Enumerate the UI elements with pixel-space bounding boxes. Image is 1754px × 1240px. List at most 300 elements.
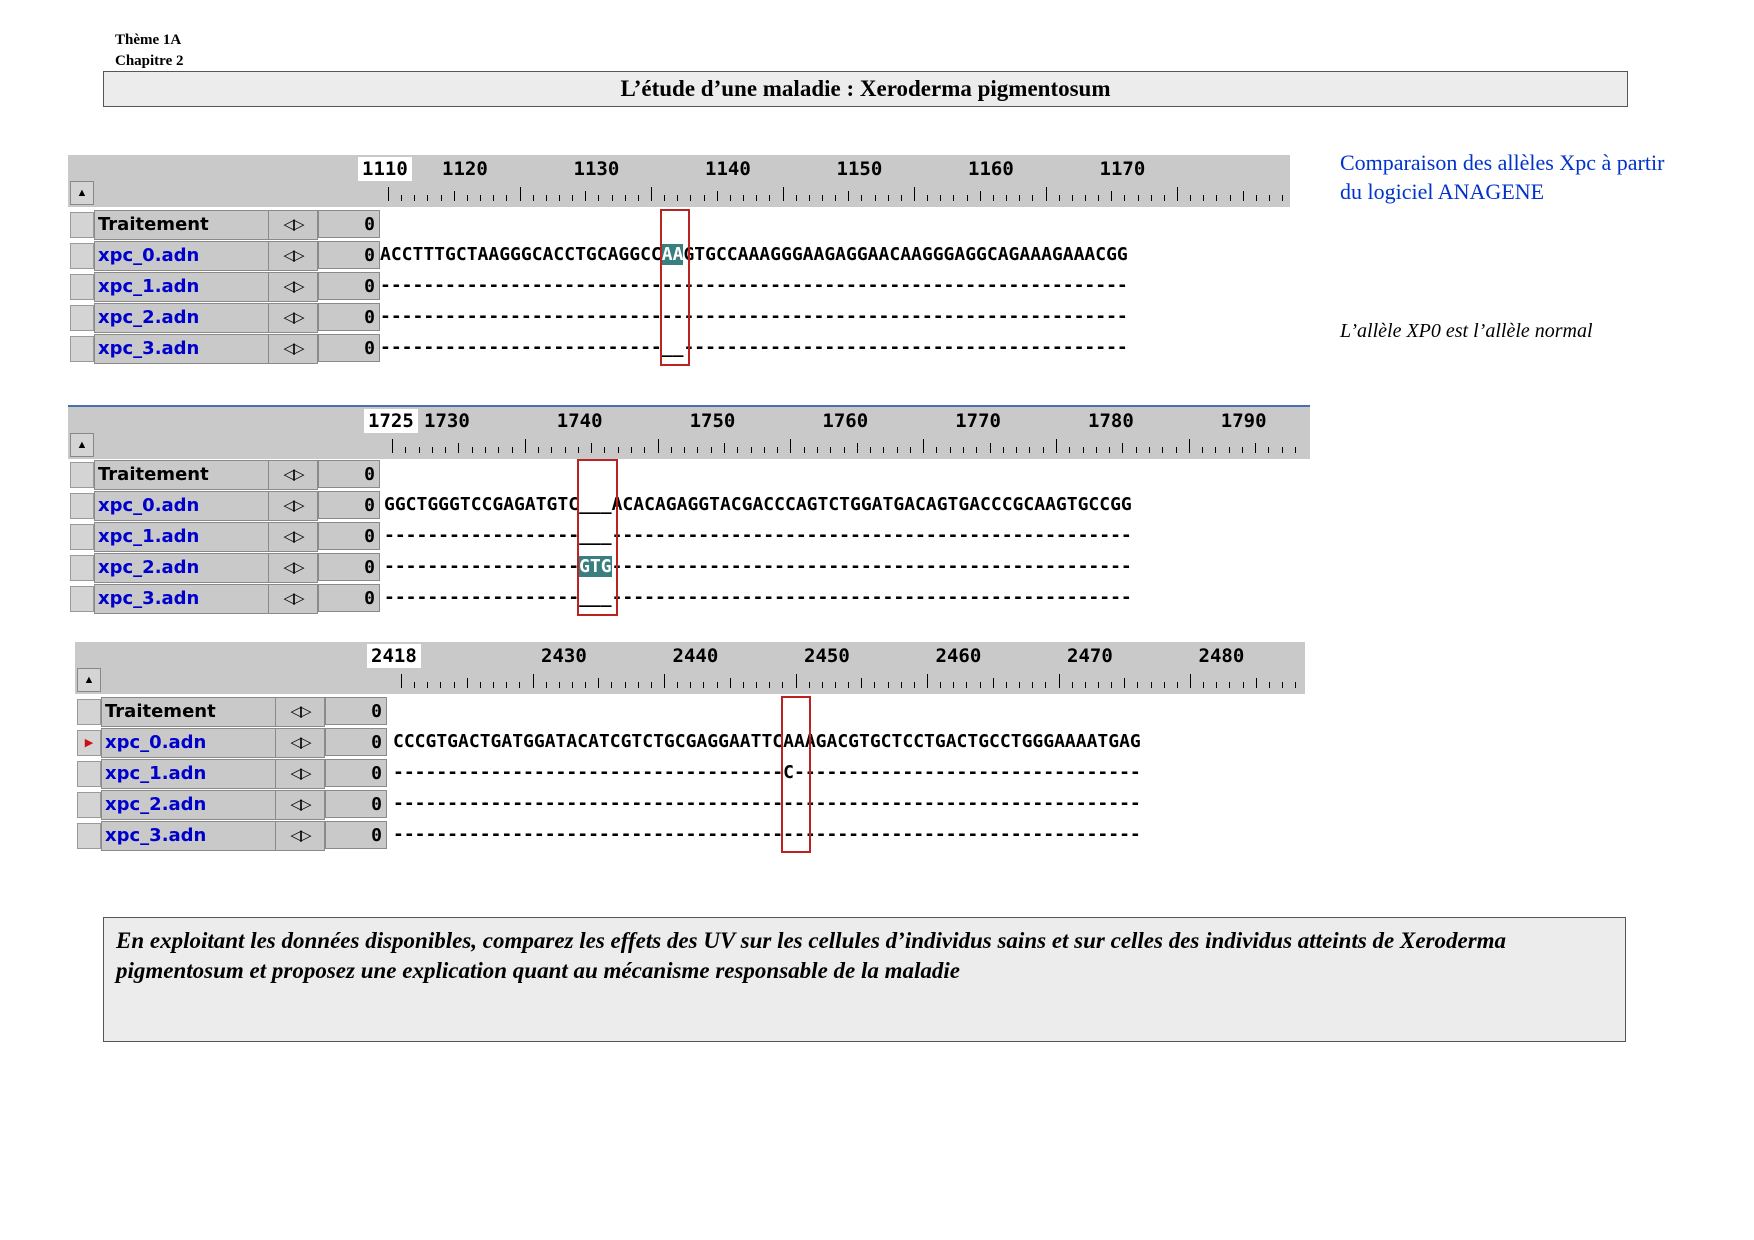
sequence-post: -------------------------------	[804, 762, 1141, 783]
ruler-tick	[506, 195, 507, 201]
offset-value: 0	[318, 460, 380, 488]
ruler-tick	[703, 682, 704, 688]
ruler-tick	[1282, 195, 1283, 201]
ruler-tick-label: 1730	[424, 410, 470, 432]
ruler-tick	[1230, 195, 1231, 201]
ruler-tick	[923, 439, 924, 453]
ruler-tick	[1045, 682, 1046, 688]
ruler-tick-label: 2470	[1067, 645, 1113, 667]
ruler-tick	[1111, 682, 1112, 688]
shift-arrows-icon[interactable]: ◁▷	[275, 697, 325, 727]
sequence-variant: C-	[783, 762, 805, 783]
ruler-tick	[565, 447, 566, 453]
sequence-name[interactable]: xpc_1.adn	[101, 759, 276, 789]
ruler-tick	[467, 195, 468, 201]
shift-arrows-icon[interactable]: ◁▷	[275, 821, 325, 851]
ruler-tick	[1096, 447, 1097, 453]
ruler-tick	[414, 682, 415, 688]
offset-value: 0	[325, 728, 387, 756]
row-select-button[interactable]	[70, 586, 94, 612]
ruler-tick	[1216, 195, 1217, 201]
ruler-tick	[888, 682, 889, 688]
shift-arrows-icon[interactable]: ◁▷	[268, 522, 318, 552]
sequence-variant: AA	[783, 731, 805, 752]
ruler-tick	[857, 443, 858, 453]
ruler-tick	[1056, 439, 1057, 453]
ruler-tick	[967, 195, 968, 201]
ruler-tick	[651, 682, 652, 688]
ruler-tick	[927, 674, 928, 688]
ruler-tick	[578, 447, 579, 453]
sequence-variant: GTG	[579, 556, 612, 577]
ruler-tick	[888, 195, 889, 201]
shift-arrows-icon[interactable]: ◁▷	[268, 334, 318, 364]
sequence-pre: ------------------	[384, 556, 580, 577]
ruler-tick	[782, 682, 783, 688]
ruler-tick	[1215, 447, 1216, 453]
theme: Thème 1A	[115, 32, 182, 48]
ruler-tick	[950, 447, 951, 453]
row-select-button[interactable]	[70, 524, 94, 550]
ruler-tick	[1269, 195, 1270, 201]
ruler-tick	[1072, 682, 1073, 688]
ruler-tick	[1190, 674, 1191, 688]
sequence-row	[75, 696, 1305, 727]
sequence-name[interactable]: xpc_2.adn	[94, 553, 269, 583]
ruler-tick	[1072, 195, 1073, 201]
ruler-tick	[690, 195, 691, 201]
ruler-tick	[572, 195, 573, 201]
theme-label	[115, 30, 183, 72]
ruler-tick	[538, 447, 539, 453]
ruler-tick	[848, 191, 849, 201]
ruler-tick	[454, 191, 455, 201]
sequence-row	[75, 820, 1305, 851]
ruler-tick	[427, 195, 428, 201]
sequence-text	[384, 491, 1310, 519]
ruler-tick	[405, 447, 406, 453]
ruler-tick	[1019, 682, 1020, 688]
ruler-tick	[454, 682, 455, 688]
sequence-row	[68, 552, 1310, 583]
sequence-post: GTGCCAAAGGGAAGAGGAACAAGGGAGGCAGAAAGAAACGG	[683, 244, 1128, 265]
sequence-name[interactable]: xpc_1.adn	[94, 522, 269, 552]
sequence-post: ------------------------------------------------	[611, 556, 1132, 577]
sequence-pre: ------------------	[384, 525, 580, 546]
ruler-tick	[1295, 447, 1296, 453]
ruler-tick	[711, 447, 712, 453]
ruler-tick	[559, 682, 560, 688]
sequence-row	[68, 583, 1310, 614]
ruler-tick	[1006, 682, 1007, 688]
ruler-tick-label: 1160	[968, 158, 1014, 180]
ruler-tick	[1256, 678, 1257, 688]
comparison-note: Comparaison des allèles Xpc à partir du logiciel ANAGENE	[1340, 150, 1665, 204]
ruler-tick	[533, 674, 534, 688]
offset-value: 0	[325, 790, 387, 818]
ruler-tick	[809, 682, 810, 688]
ruler-tick	[414, 195, 415, 201]
ruler-tick	[1282, 447, 1283, 453]
sequence-pre: GGCTGGGTCCGAGATGTC	[384, 494, 580, 515]
ruler-tick	[1229, 447, 1230, 453]
ruler-tick	[690, 682, 691, 688]
shift-arrows-icon[interactable]: ◁▷	[268, 241, 318, 271]
ruler-tick	[1098, 195, 1099, 201]
ruler-tick	[427, 682, 428, 688]
ruler-tick	[401, 195, 402, 201]
ruler-tick	[737, 447, 738, 453]
ruler-tick	[764, 447, 765, 453]
sequence-name[interactable]: Traitement	[101, 697, 276, 727]
ruler-tick	[1177, 187, 1178, 201]
sequence-name[interactable]: xpc_0.adn	[101, 728, 276, 758]
ruler-start: 1725	[364, 409, 418, 433]
ruler-tick	[1149, 447, 1150, 453]
ruler-tick	[585, 682, 586, 688]
ruler-tick	[1032, 682, 1033, 688]
ruler-tick-label: 1790	[1220, 410, 1267, 432]
scroll-up-button[interactable]: ▲	[70, 433, 94, 457]
sequence-panel-3	[75, 642, 1305, 855]
ruler-tick	[1268, 447, 1269, 453]
ruler-tick	[993, 678, 994, 688]
sequence-row	[68, 521, 1310, 552]
sequence-text	[393, 821, 1305, 849]
ruler-tick	[1019, 195, 1020, 201]
sequence-name[interactable]: xpc_3.adn	[101, 821, 276, 851]
sequence-variant: __	[661, 337, 684, 358]
ruler-tick	[493, 682, 494, 688]
ruler-tick	[751, 447, 752, 453]
ruler-tick	[980, 191, 981, 201]
shift-arrows-icon[interactable]: ◁▷	[275, 759, 325, 789]
sequence-row	[75, 727, 1305, 758]
ruler-tick	[809, 195, 810, 201]
ruler-tick	[1006, 195, 1007, 201]
row-select-button[interactable]	[70, 305, 94, 331]
normal-allele-note: L’allèle XP0 est l’allèle normal	[1340, 320, 1593, 342]
ruler-tick	[743, 195, 744, 201]
ruler-tick	[388, 187, 389, 201]
ruler-tick	[1177, 682, 1178, 688]
ruler-tick	[936, 447, 937, 453]
sequence-text	[393, 790, 1305, 818]
ruler-tick-label: 2450	[804, 645, 850, 667]
ruler-tick	[498, 447, 499, 453]
sequence-post: -----------------------------------------	[683, 275, 1128, 296]
sequence-pre: ------------------	[384, 587, 580, 608]
ruler-tick	[1176, 447, 1177, 453]
ruler-tick	[1164, 682, 1165, 688]
ruler-tick-label: 2480	[1198, 645, 1245, 667]
ruler-tick	[525, 439, 526, 453]
offset-value: 0	[318, 334, 380, 362]
sequence-name[interactable]: xpc_1.adn	[94, 272, 269, 302]
ruler-tick	[927, 195, 928, 201]
ruler-tick	[963, 447, 964, 453]
mutation-highlight-frame	[660, 209, 690, 366]
ruler-tick	[901, 682, 902, 688]
ruler-tick-label: 2430	[541, 645, 587, 667]
sequence-post: ACACAGAGGTACGACCCAGTCTGGATGACAGTGACCCGCAAGTGCCGG	[611, 494, 1132, 515]
ruler-tick	[1295, 682, 1296, 688]
sequence-variant: AA	[661, 244, 684, 265]
ruler-tick	[730, 195, 731, 201]
shift-arrows-icon[interactable]: ◁▷	[268, 272, 318, 302]
ruler-tick	[559, 195, 560, 201]
ruler-tick	[1138, 195, 1139, 201]
offset-value: 0	[318, 210, 380, 238]
ruler-tick	[1069, 447, 1070, 453]
ruler-tick	[804, 447, 805, 453]
ruler-tick	[1059, 674, 1060, 688]
sequence-panel-1	[68, 155, 1290, 368]
sequence-name[interactable]: Traitement	[94, 460, 269, 490]
ruler-tick-label: 1120	[442, 158, 488, 180]
chapter: Chapitre 2	[115, 53, 184, 69]
mutation-highlight-frame	[577, 459, 618, 616]
ruler-tick	[817, 447, 818, 453]
sequence-name[interactable]: xpc_2.adn	[101, 790, 276, 820]
ruler-tick	[783, 187, 784, 201]
scroll-up-button[interactable]: ▲	[77, 668, 101, 692]
ruler-tick	[743, 682, 744, 688]
ruler-tick	[1242, 447, 1243, 453]
offset-value: 0	[325, 821, 387, 849]
ruler-tick	[1269, 682, 1270, 688]
sequence-pre: --------------------------	[380, 306, 662, 327]
offset-value: 0	[318, 584, 380, 612]
ruler-tick	[901, 195, 902, 201]
ruler-tick	[966, 682, 967, 688]
sequence-name[interactable]: xpc_3.adn	[94, 334, 269, 364]
sequence-text	[384, 522, 1310, 550]
ruler-tick	[1029, 447, 1030, 453]
sequence-variant: --	[661, 306, 684, 327]
ruler-tick	[480, 682, 481, 688]
sequence-post: -----------------------------------------	[683, 337, 1128, 358]
ruler-tick	[730, 678, 731, 688]
row-select-button[interactable]: ▶	[77, 730, 101, 756]
ruler-tick	[625, 682, 626, 688]
sequence-post: ------------------------------------------------	[611, 525, 1132, 546]
ruler-tick	[1003, 447, 1004, 453]
ruler-tick	[1282, 682, 1283, 688]
ruler-tick	[512, 447, 513, 453]
sequence-name[interactable]: xpc_3.adn	[94, 584, 269, 614]
row-select-button[interactable]	[70, 555, 94, 581]
row-select-button[interactable]	[77, 792, 101, 818]
row-select-button[interactable]	[77, 761, 101, 787]
offset-value: 0	[318, 491, 380, 519]
ruler-tick	[1124, 678, 1125, 688]
shift-arrows-icon[interactable]: ◁▷	[268, 210, 318, 240]
ruler-tick	[551, 447, 552, 453]
ruler-tick	[897, 447, 898, 453]
row-select-button[interactable]	[70, 493, 94, 519]
ruler-tick	[392, 439, 393, 453]
ruler-tick	[1136, 447, 1137, 453]
ruler-tick	[591, 443, 592, 453]
sequence-pre: --------------------------	[380, 337, 662, 358]
row-select-button[interactable]	[77, 823, 101, 849]
ruler-tick	[664, 195, 665, 201]
ruler-tick	[1151, 195, 1152, 201]
sequence-text	[384, 553, 1310, 581]
ruler-tick	[874, 682, 875, 688]
shift-arrows-icon[interactable]: ◁▷	[268, 553, 318, 583]
ruler-tick	[697, 447, 698, 453]
ruler-tick	[769, 195, 770, 201]
ruler-tick	[756, 682, 757, 688]
ruler-tick	[445, 447, 446, 453]
ruler-tick	[485, 447, 486, 453]
ruler-tick	[664, 674, 665, 688]
ruler-tick	[822, 682, 823, 688]
ruler-tick	[1137, 682, 1138, 688]
shift-arrows-icon[interactable]: ◁▷	[268, 303, 318, 333]
ruler-tick	[990, 443, 991, 453]
ruler-tick	[1203, 682, 1204, 688]
ruler-tick	[1046, 187, 1047, 201]
sequence-text	[380, 241, 1290, 269]
offset-value: 0	[318, 553, 380, 581]
row-select-button[interactable]	[70, 212, 94, 238]
sequence-text	[380, 303, 1290, 331]
sequence-variant: --	[661, 275, 684, 296]
ruler-tick	[1162, 447, 1163, 453]
shift-arrows-icon[interactable]: ◁▷	[268, 491, 318, 521]
ruler-tick	[651, 187, 652, 201]
ruler-tick	[572, 682, 573, 688]
sequence-text	[380, 210, 1290, 238]
sequence-name[interactable]: xpc_2.adn	[94, 303, 269, 333]
sequence-pre: ------------------------------------	[393, 824, 784, 845]
ruler-tick	[1122, 443, 1123, 453]
sequence-text	[384, 584, 1310, 612]
sequence-text	[393, 728, 1305, 756]
row-select-button[interactable]	[70, 336, 94, 362]
ruler-tick	[440, 682, 441, 688]
sequence-name[interactable]: xpc_0.adn	[94, 241, 269, 271]
ruler-tick	[1085, 682, 1086, 688]
ruler-tick	[1151, 682, 1152, 688]
ruler-tick	[844, 447, 845, 453]
sequence-variant: --	[783, 793, 805, 814]
offset-value: 0	[325, 697, 387, 725]
ruler-tick	[940, 195, 941, 201]
sequence-row	[68, 459, 1310, 490]
sequence-row	[68, 490, 1310, 521]
ruler-tick	[677, 682, 678, 688]
row-select-button[interactable]	[70, 243, 94, 269]
ruler-tick	[848, 682, 849, 688]
sequence-variant: --	[783, 824, 805, 845]
ruler-tick	[618, 447, 619, 453]
ruler-tick-label: 2440	[672, 645, 719, 667]
ruler-tick	[914, 682, 915, 688]
ruler-tick	[467, 678, 468, 688]
sequence-post: AGACGTGCTCCTGACTGCCTGGGAAAATGAG	[804, 731, 1141, 752]
ruler-tick	[598, 195, 599, 201]
ruler-tick	[1243, 682, 1244, 688]
ruler-tick	[441, 195, 442, 201]
row-select-button[interactable]	[70, 462, 94, 488]
ruler-tick	[1164, 195, 1165, 201]
ruler-tick-label: 1130	[573, 158, 620, 180]
ruler	[68, 405, 1310, 459]
ruler-tick	[401, 674, 402, 688]
ruler-tick	[611, 682, 612, 688]
ruler-tick	[506, 682, 507, 688]
sequence-name[interactable]: Traitement	[94, 210, 269, 240]
ruler-tick	[835, 682, 836, 688]
ruler-tick-label: 1760	[822, 410, 869, 432]
ruler-tick	[1098, 682, 1099, 688]
ruler-tick	[910, 447, 911, 453]
shift-arrows-icon[interactable]: ◁▷	[268, 460, 318, 490]
ruler-tick	[432, 447, 433, 453]
ruler-tick	[1202, 447, 1203, 453]
ruler-tick	[1256, 195, 1257, 201]
ruler-tick	[612, 195, 613, 201]
ruler-tick	[953, 195, 954, 201]
ruler-tick	[546, 682, 547, 688]
ruler-tick	[472, 447, 473, 453]
shift-arrows-icon[interactable]: ◁▷	[275, 790, 325, 820]
sequence-name[interactable]: xpc_0.adn	[94, 491, 269, 521]
ruler-tick	[940, 682, 941, 688]
ruler-tick	[493, 195, 494, 201]
row-select-button[interactable]	[77, 699, 101, 725]
ruler-tick	[870, 447, 871, 453]
ruler-tick-label: 1170	[1099, 158, 1146, 180]
ruler-tick	[1203, 195, 1204, 201]
sequence-post: -------------------------------	[804, 824, 1141, 845]
ruler-tick	[1109, 447, 1110, 453]
sequence-pre: CCCGTGACTGATGGATACATCGTCTGCGAGGAATTC	[393, 731, 784, 752]
ruler-tick	[1085, 195, 1086, 201]
ruler-tick	[875, 195, 876, 201]
shift-arrows-icon[interactable]: ◁▷	[268, 584, 318, 614]
ruler-tick	[638, 195, 639, 201]
sequence-text	[393, 759, 1305, 787]
ruler-tick	[1243, 191, 1244, 201]
shift-arrows-icon[interactable]: ◁▷	[275, 728, 325, 758]
ruler-tick-label: 1140	[705, 158, 751, 180]
row-select-button[interactable]	[70, 274, 94, 300]
ruler-tick	[1229, 682, 1230, 688]
offset-value: 0	[325, 759, 387, 787]
ruler-tick-label: 1740	[556, 410, 603, 432]
sequence-text	[393, 697, 1305, 725]
ruler-tick	[1190, 195, 1191, 201]
ruler-tick	[533, 195, 534, 201]
ruler-tick	[976, 447, 977, 453]
ruler-tick	[458, 443, 459, 453]
sequence-text	[384, 460, 1310, 488]
ruler-tick-label: 1770	[955, 410, 1001, 432]
ruler-tick-label: 1150	[836, 158, 883, 180]
ruler-tick	[1216, 682, 1217, 688]
ruler-tick	[546, 195, 547, 201]
ruler-tick	[717, 191, 718, 201]
page-title: L’étude d’une maladie : Xeroderma pigmentosum	[103, 71, 1628, 107]
ruler-tick	[1059, 195, 1060, 201]
sequence-row	[75, 789, 1305, 820]
scroll-up-button[interactable]: ▲	[70, 181, 94, 205]
